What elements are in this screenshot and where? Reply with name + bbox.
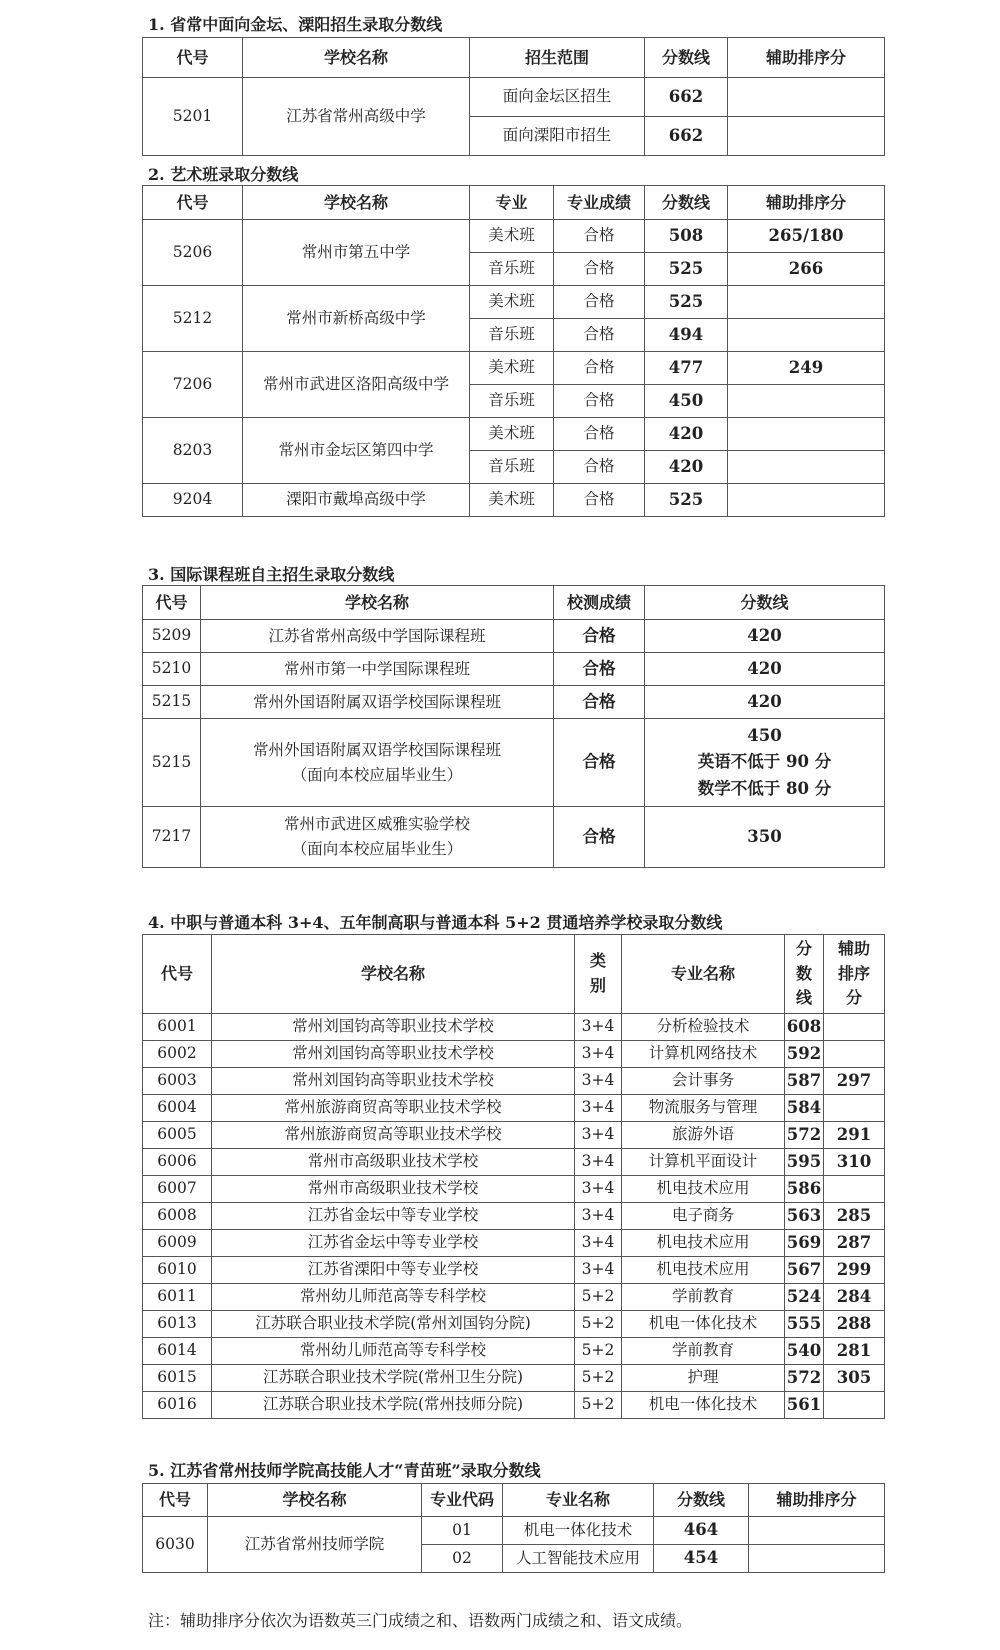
score-cell: 569 (785, 1230, 824, 1257)
school-name-cell (201, 807, 554, 868)
major-cell: 美术班 (470, 352, 554, 385)
result-cell: 合格 (554, 719, 645, 807)
table-4-vocational-programs (142, 934, 885, 1419)
table-row (143, 1149, 885, 1176)
table-row (143, 352, 885, 385)
table-row (143, 1014, 885, 1041)
result-cell: 合格 (554, 253, 645, 286)
category-cell: 3+4 (575, 1041, 622, 1068)
school-name-cell: 江苏联合职业技术学院(常州卫生分院) (212, 1365, 575, 1392)
school-name-cell: 溧阳市戴埠高级中学 (243, 484, 470, 517)
table-row (143, 1338, 885, 1365)
major-code-cell: 02 (422, 1545, 503, 1573)
aux-score-cell (728, 385, 885, 418)
aux-score-cell: 249 (728, 352, 885, 385)
score-cell: 450 (645, 385, 728, 418)
score-cell: 567 (785, 1257, 824, 1284)
column-header-line: 排序 (837, 963, 870, 983)
score-cell: 454 (654, 1545, 749, 1573)
score-cell-line: 350 (747, 826, 782, 846)
school-name-cell: 江苏联合职业技术学院(常州技师分院) (212, 1392, 575, 1419)
school-name-cell: 江苏省金坛中等专业学校 (212, 1230, 575, 1257)
school-name-cell: 江苏省溧阳中等专业学校 (212, 1257, 575, 1284)
score-cell (645, 719, 885, 807)
school-name-cell (201, 620, 554, 653)
score-cell: 464 (654, 1517, 749, 1545)
column-header: 代号 (143, 935, 212, 1014)
major-name-cell: 机电技术应用 (622, 1230, 785, 1257)
table-row (143, 1392, 885, 1419)
major-name-cell: 物流服务与管理 (622, 1095, 785, 1122)
score-cell-line: 450 (747, 725, 782, 745)
result-cell: 合格 (554, 352, 645, 385)
school-name-cell (201, 686, 554, 719)
category-cell: 3+4 (575, 1176, 622, 1203)
section-4-title: 4. 中职与普通本科 3+4、五年制高职与普通本科 5+2 贯通培养学校录取分数线 (148, 913, 723, 932)
category-cell: 3+4 (575, 1149, 622, 1176)
school-code-cell: 6010 (143, 1257, 212, 1284)
major-name-cell: 学前教育 (622, 1284, 785, 1311)
score-cell: 525 (645, 253, 728, 286)
major-cell: 音乐班 (470, 253, 554, 286)
category-cell: 3+4 (575, 1014, 622, 1041)
table-1-enrollment-jintan-liyang (142, 37, 885, 156)
school-code-cell: 5206 (143, 220, 243, 286)
score-cell: 561 (785, 1392, 824, 1419)
aux-score-cell: 287 (824, 1230, 885, 1257)
school-code-cell: 6007 (143, 1176, 212, 1203)
major-name-cell: 计算机网络技术 (622, 1041, 785, 1068)
major-name-cell: 护理 (622, 1365, 785, 1392)
result-cell: 合格 (554, 385, 645, 418)
table-row (143, 1176, 885, 1203)
school-name-cell-line: 江苏省常州高级中学国际课程班 (268, 626, 486, 645)
column-header: 分数线 (645, 186, 728, 220)
column-header (824, 935, 885, 1014)
school-name-cell: 常州旅游商贸高等职业技术学校 (212, 1122, 575, 1149)
section-5-title: 5. 江苏省常州技师学院高技能人才“青苗班”录取分数线 (148, 1461, 541, 1480)
column-header: 学校名称 (201, 586, 554, 620)
table-row (143, 220, 885, 253)
school-code-cell: 5215 (143, 686, 201, 719)
school-code-cell: 6013 (143, 1311, 212, 1338)
score-cell-line: 数学不低于 80 分 (697, 778, 832, 798)
school-code-cell: 6006 (143, 1149, 212, 1176)
major-name-cell: 人工智能技术应用 (503, 1545, 654, 1573)
score-cell: 572 (785, 1122, 824, 1149)
school-code-cell: 9204 (143, 484, 243, 517)
school-name-cell-line: 常州市第一中学国际课程班 (283, 659, 470, 678)
school-code-cell: 6014 (143, 1338, 212, 1365)
aux-score-cell (824, 1095, 885, 1122)
scope-cell: 面向溧阳市招生 (470, 117, 645, 156)
school-name-cell: 常州旅游商贸高等职业技术学校 (212, 1095, 575, 1122)
school-code-cell: 5212 (143, 286, 243, 352)
major-cell: 美术班 (470, 220, 554, 253)
score-cell: 420 (645, 418, 728, 451)
column-header: 学校名称 (243, 186, 470, 220)
school-name-cell: 常州市金坛区第四中学 (243, 418, 470, 484)
school-name-cell: 江苏省常州技师学院 (208, 1517, 422, 1573)
section-3-title: 3. 国际课程班自主招生录取分数线 (148, 565, 395, 584)
result-cell: 合格 (554, 807, 645, 868)
major-name-cell: 分析检验技术 (622, 1014, 785, 1041)
table-row (143, 1311, 885, 1338)
table-3-international-course (142, 585, 885, 868)
category-cell: 3+4 (575, 1257, 622, 1284)
aux-score-cell (728, 286, 885, 319)
table-row (143, 653, 885, 686)
category-cell: 3+4 (575, 1230, 622, 1257)
table-row (143, 1284, 885, 1311)
school-code-cell: 6015 (143, 1365, 212, 1392)
category-cell: 5+2 (575, 1338, 622, 1365)
major-cell: 美术班 (470, 418, 554, 451)
column-header-line: 类 (589, 951, 606, 971)
major-name-cell: 机电一体化技术 (622, 1311, 785, 1338)
school-code-cell: 6001 (143, 1014, 212, 1041)
column-header: 代号 (143, 38, 243, 78)
school-code-cell: 6016 (143, 1392, 212, 1419)
aux-score-cell (728, 319, 885, 352)
school-name-cell-line: （面向本校应届毕业生） (291, 840, 463, 858)
score-cell: 592 (785, 1041, 824, 1068)
table-row (143, 1041, 885, 1068)
result-cell: 合格 (554, 319, 645, 352)
school-name-cell-line: 常州外国语附属双语学校国际课程班 (252, 740, 501, 759)
school-name-cell: 常州市新桥高级中学 (243, 286, 470, 352)
score-cell: 662 (645, 78, 728, 117)
column-header: 分数线 (645, 586, 885, 620)
column-header (785, 935, 824, 1014)
column-header-line: 数 (795, 963, 812, 983)
school-name-cell-line: 常州市武进区威雅实验学校 (283, 815, 470, 834)
aux-score-cell: 305 (824, 1365, 885, 1392)
score-cell (645, 686, 885, 719)
major-name-cell: 机电技术应用 (622, 1257, 785, 1284)
result-cell: 合格 (554, 484, 645, 517)
score-cell (645, 620, 885, 653)
column-header: 代号 (143, 1484, 208, 1517)
aux-score-cell (728, 484, 885, 517)
school-code-cell: 5209 (143, 620, 201, 653)
school-name-cell: 江苏联合职业技术学院(常州刘国钧分院) (212, 1311, 575, 1338)
major-cell: 音乐班 (470, 319, 554, 352)
aux-score-cell (749, 1517, 885, 1545)
table-row (143, 807, 885, 868)
column-header: 专业 (470, 186, 554, 220)
major-name-cell: 旅游外语 (622, 1122, 785, 1149)
school-name-cell (201, 653, 554, 686)
aux-score-cell: 310 (824, 1149, 885, 1176)
school-code-cell: 7217 (143, 807, 201, 868)
column-header: 专业代码 (422, 1484, 503, 1517)
major-name-cell: 计算机平面设计 (622, 1149, 785, 1176)
column-header: 校测成绩 (554, 586, 645, 620)
header-row (143, 935, 885, 1014)
header-row (143, 586, 885, 620)
major-cell: 音乐班 (470, 451, 554, 484)
score-cell: 662 (645, 117, 728, 156)
column-header: 招生范围 (470, 38, 645, 78)
column-header: 专业名称 (622, 935, 785, 1014)
score-cell: 555 (785, 1311, 824, 1338)
major-cell: 美术班 (470, 286, 554, 319)
category-cell: 3+4 (575, 1122, 622, 1149)
school-code-cell: 5201 (143, 78, 243, 156)
category-cell: 5+2 (575, 1392, 622, 1419)
aux-score-cell: 299 (824, 1257, 885, 1284)
score-cell: 525 (645, 484, 728, 517)
column-header: 分数线 (645, 38, 728, 78)
score-cell: 572 (785, 1365, 824, 1392)
table-row (143, 1257, 885, 1284)
table-5-qingmiao-class (142, 1483, 885, 1573)
score-cell: 477 (645, 352, 728, 385)
school-code-cell: 6004 (143, 1095, 212, 1122)
table-row (143, 1095, 885, 1122)
score-cell: 494 (645, 319, 728, 352)
category-cell: 3+4 (575, 1068, 622, 1095)
school-name-cell: 常州刘国钧高等职业技术学校 (212, 1014, 575, 1041)
footnote: 注：辅助排序分依次为语数英三门成绩之和、语数两门成绩之和、语文成绩。 (148, 1611, 693, 1630)
school-code-cell: 6003 (143, 1068, 212, 1095)
major-name-cell: 机电一体化技术 (503, 1517, 654, 1545)
score-cell: 540 (785, 1338, 824, 1365)
column-header-line: 分 (845, 988, 862, 1008)
school-name-cell: 常州幼儿师范高等专科学校 (212, 1338, 575, 1365)
column-header: 学校名称 (208, 1484, 422, 1517)
table-row (143, 1365, 885, 1392)
aux-score-cell: 288 (824, 1311, 885, 1338)
result-cell: 合格 (554, 418, 645, 451)
major-cell: 音乐班 (470, 385, 554, 418)
school-code-cell: 5215 (143, 719, 201, 807)
school-code-cell: 5210 (143, 653, 201, 686)
table-row (143, 1068, 885, 1095)
column-header: 辅助排序分 (728, 38, 885, 78)
score-cell: 595 (785, 1149, 824, 1176)
table-row (143, 620, 885, 653)
table-row (143, 1230, 885, 1257)
school-name-cell: 江苏省常州高级中学 (243, 78, 470, 156)
school-code-cell: 8203 (143, 418, 243, 484)
category-cell: 5+2 (575, 1311, 622, 1338)
header-row (143, 186, 885, 220)
column-header (575, 935, 622, 1014)
result-cell: 合格 (554, 220, 645, 253)
table-row (143, 484, 885, 517)
school-name-cell: 常州刘国钧高等职业技术学校 (212, 1068, 575, 1095)
school-name-cell-line: （面向本校应届毕业生） (291, 765, 463, 784)
school-code-cell: 6030 (143, 1517, 208, 1573)
school-code-cell: 6008 (143, 1203, 212, 1230)
aux-score-cell (749, 1545, 885, 1573)
aux-score-cell: 266 (728, 253, 885, 286)
major-name-cell: 机电一体化技术 (622, 1392, 785, 1419)
column-header: 专业成绩 (554, 186, 645, 220)
header-row (143, 1484, 885, 1517)
table-2-art-class (142, 185, 885, 517)
result-cell: 合格 (554, 620, 645, 653)
major-name-cell: 机电技术应用 (622, 1176, 785, 1203)
column-header: 代号 (143, 586, 201, 620)
aux-score-cell: 285 (824, 1203, 885, 1230)
aux-score-cell: 281 (824, 1338, 885, 1365)
score-cell: 587 (785, 1068, 824, 1095)
aux-score-cell (728, 78, 885, 117)
score-cell: 508 (645, 220, 728, 253)
school-code-cell: 6011 (143, 1284, 212, 1311)
result-cell: 合格 (554, 686, 645, 719)
result-cell: 合格 (554, 451, 645, 484)
major-name-cell: 电子商务 (622, 1203, 785, 1230)
score-cell-line: 420 (747, 658, 782, 678)
aux-score-cell (728, 117, 885, 156)
score-cell: 563 (785, 1203, 824, 1230)
score-cell: 584 (785, 1095, 824, 1122)
aux-score-cell (824, 1014, 885, 1041)
column-header: 代号 (143, 186, 243, 220)
score-cell (645, 807, 885, 868)
table-row (143, 719, 885, 807)
aux-score-cell (824, 1176, 885, 1203)
school-name-cell: 常州刘国钧高等职业技术学校 (212, 1041, 575, 1068)
aux-score-cell (728, 418, 885, 451)
school-name-cell: 常州市高级职业技术学校 (212, 1149, 575, 1176)
major-code-cell: 01 (422, 1517, 503, 1545)
category-cell: 3+4 (575, 1095, 622, 1122)
column-header: 辅助排序分 (749, 1484, 885, 1517)
column-header-line: 辅助 (837, 938, 870, 958)
aux-score-cell (824, 1392, 885, 1419)
result-cell: 合格 (554, 286, 645, 319)
table-row (143, 286, 885, 319)
school-code-cell: 6009 (143, 1230, 212, 1257)
column-header: 辅助排序分 (728, 186, 885, 220)
major-cell: 美术班 (470, 484, 554, 517)
school-code-cell: 7206 (143, 352, 243, 418)
header-row (143, 38, 885, 78)
score-cell (645, 653, 885, 686)
column-header: 专业名称 (503, 1484, 654, 1517)
score-cell-line: 英语不低于 90 分 (697, 752, 832, 772)
column-header: 学校名称 (243, 38, 470, 78)
score-cell: 608 (785, 1014, 824, 1041)
school-name-cell: 常州市武进区洛阳高级中学 (243, 352, 470, 418)
score-cell: 586 (785, 1176, 824, 1203)
column-header-line: 线 (795, 988, 812, 1008)
aux-score-cell: 284 (824, 1284, 885, 1311)
category-cell: 5+2 (575, 1284, 622, 1311)
table-row (143, 1203, 885, 1230)
table-row (143, 1122, 885, 1149)
school-name-cell (201, 719, 554, 807)
scope-cell: 面向金坛区招生 (470, 78, 645, 117)
school-code-cell: 6002 (143, 1041, 212, 1068)
major-name-cell: 学前教育 (622, 1338, 785, 1365)
column-header: 学校名称 (212, 935, 575, 1014)
score-cell: 525 (645, 286, 728, 319)
score-cell: 524 (785, 1284, 824, 1311)
table-row (143, 1517, 885, 1545)
aux-score-cell (728, 451, 885, 484)
aux-score-cell: 265/180 (728, 220, 885, 253)
category-cell: 3+4 (575, 1203, 622, 1230)
school-name-cell: 常州市高级职业技术学校 (212, 1176, 575, 1203)
school-name-cell: 江苏省金坛中等专业学校 (212, 1203, 575, 1230)
section-1-title: 1. 省常中面向金坛、溧阳招生录取分数线 (148, 15, 443, 34)
score-cell-line: 420 (747, 625, 782, 645)
category-cell: 5+2 (575, 1365, 622, 1392)
school-code-cell: 6005 (143, 1122, 212, 1149)
table-row (143, 686, 885, 719)
section-2-title: 2. 艺术班录取分数线 (148, 165, 299, 184)
column-header-line: 分 (795, 938, 812, 958)
score-cell-line: 420 (747, 691, 782, 711)
result-cell: 合格 (554, 653, 645, 686)
school-name-cell: 常州市第五中学 (243, 220, 470, 286)
aux-score-cell (824, 1041, 885, 1068)
column-header: 分数线 (654, 1484, 749, 1517)
school-name-cell: 常州幼儿师范高等专科学校 (212, 1284, 575, 1311)
aux-score-cell: 291 (824, 1122, 885, 1149)
score-cell: 420 (645, 451, 728, 484)
column-header-line: 别 (589, 976, 606, 995)
table-row (143, 78, 885, 117)
table-row (143, 418, 885, 451)
aux-score-cell: 297 (824, 1068, 885, 1095)
school-name-cell-line: 常州外国语附属双语学校国际课程班 (252, 692, 501, 711)
major-name-cell: 会计事务 (622, 1068, 785, 1095)
